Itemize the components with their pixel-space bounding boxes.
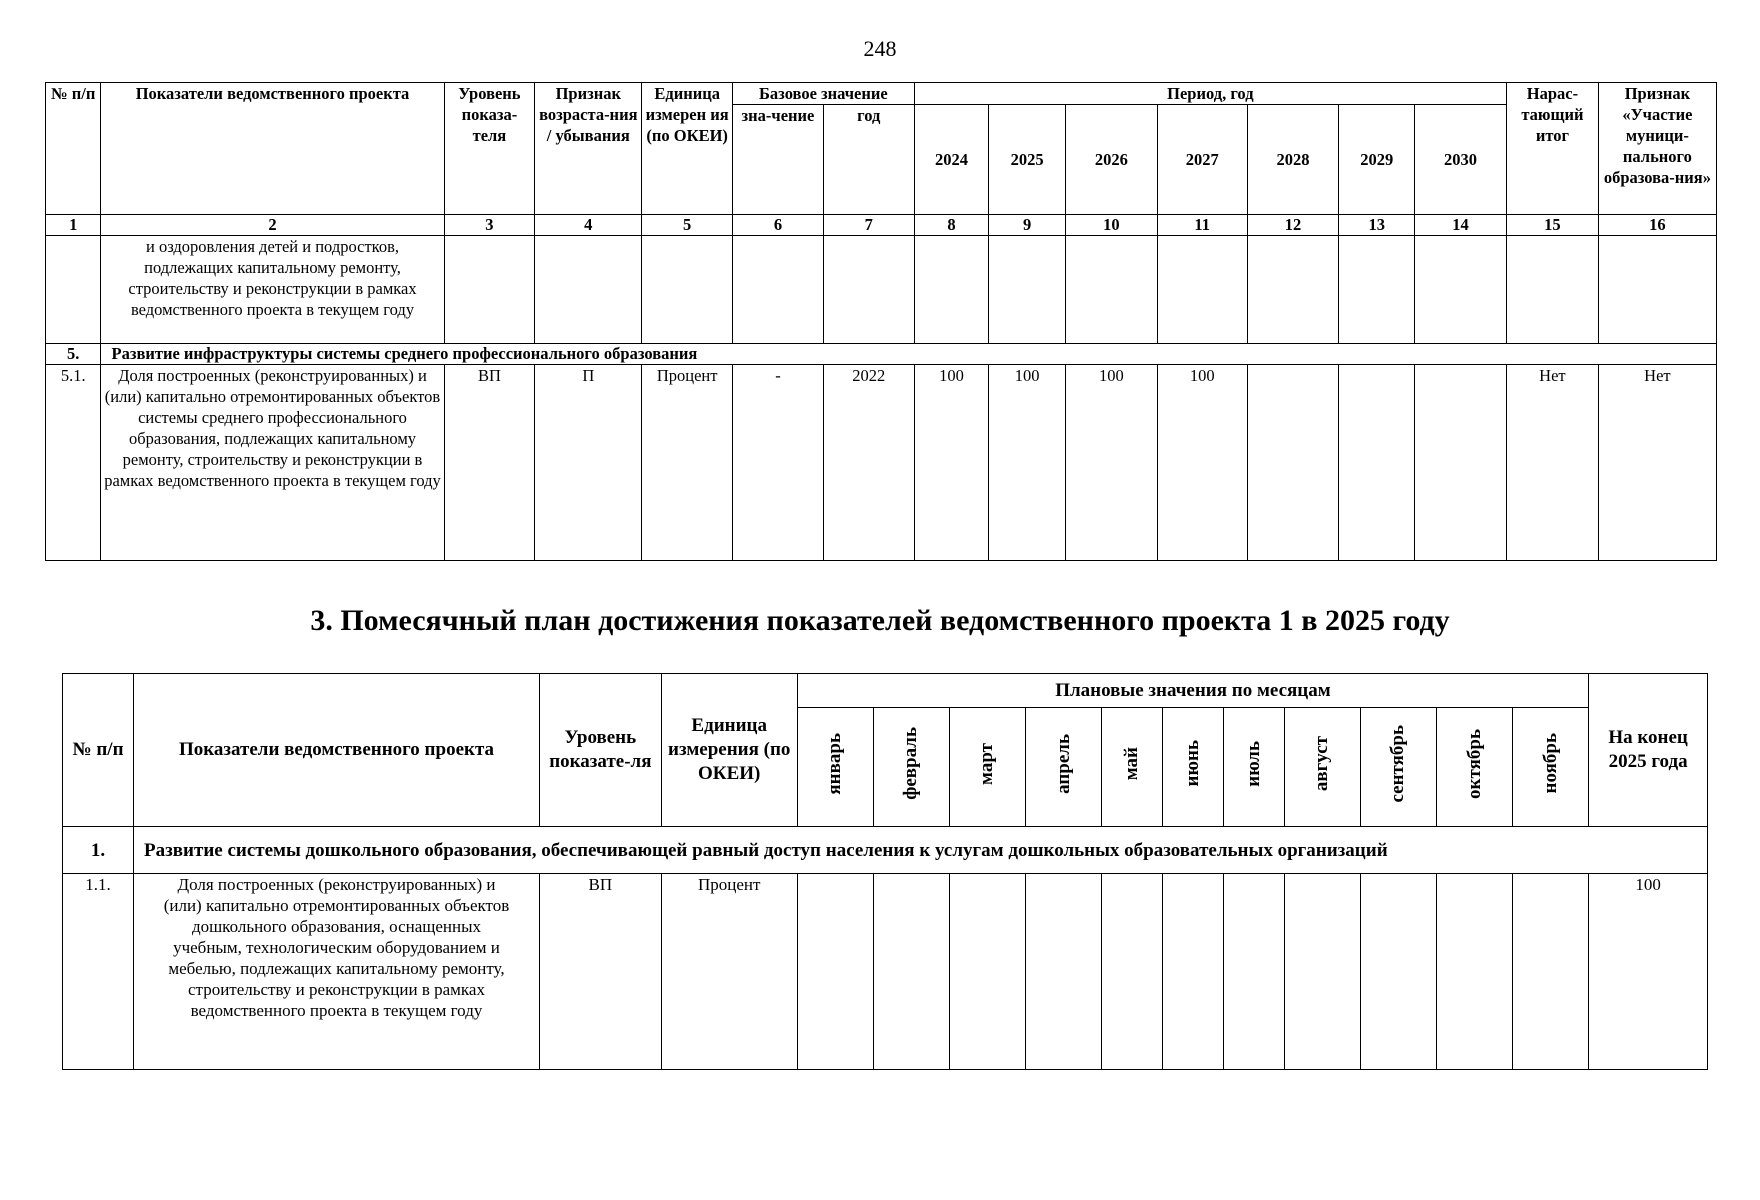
row-indicator: Доля построенных (реконструированных) и (или) капитально отремонтированных объектов дошкольного образования, оснащенных учебным, технологическим оборудованием и мебелью, подлежащих капитальному ремонту, строительству и реконструкции в рамках ведомственного проекта в текущем году — [134, 874, 540, 1070]
column-number: 4 — [535, 215, 642, 236]
row-level: ВП — [444, 365, 535, 561]
header-num: № п/п — [63, 674, 134, 827]
column-number: 3 — [444, 215, 535, 236]
row-month-value — [1026, 874, 1102, 1070]
row-year-value: 100 — [914, 365, 989, 561]
header-month: июль — [1223, 708, 1284, 827]
header-indicator: Показатели ведомственного проекта — [134, 674, 540, 827]
row-num: 5.1. — [46, 365, 101, 561]
monthly-plan-table — [62, 673, 1708, 1070]
row-month-value — [1284, 874, 1360, 1070]
row-num: 1.1. — [63, 874, 134, 1070]
column-number: 10 — [1066, 215, 1158, 236]
section-num: 5. — [46, 344, 101, 365]
row-year-value — [1339, 365, 1415, 561]
header-month: ноябрь — [1513, 708, 1589, 827]
header-year: 2027 — [1157, 105, 1247, 215]
section-title: Развитие системы дошкольного образования, обеспечивающей равный доступ населения к услугам дошкольных образовательных организаций — [134, 827, 1708, 874]
section-heading: 3. Помесячный план достижения показателей ведомственного проекта 1 в 2025 году — [310, 604, 1450, 637]
section-row — [46, 344, 1717, 365]
row-year-value — [1415, 365, 1507, 561]
header-indicator: Показатели ведомственного проекта — [101, 83, 444, 215]
table-row — [46, 365, 1717, 561]
header-base-year: год — [823, 105, 914, 215]
header-municipal: Признак «Участие муници-пального образова-ния» — [1598, 83, 1716, 215]
header-year: 2030 — [1415, 105, 1507, 215]
row-cumulative: Нет — [1507, 365, 1599, 561]
row-indicator: и оздоровления детей и подростков, подлежащих капитальному ремонту, строительству и реконструкции в рамках ведомственного проекта в текущем году — [101, 236, 444, 344]
header-level: Уровень показате-ля — [539, 674, 661, 827]
header-month: сентябрь — [1360, 708, 1436, 827]
header-end-of-year: На конец 2025 года — [1589, 674, 1708, 827]
column-number: 12 — [1247, 215, 1339, 236]
header-year: 2029 — [1339, 105, 1415, 215]
header-cumulative: Нарас-тающий итог — [1507, 83, 1599, 215]
header-month: август — [1284, 708, 1360, 827]
header-year: 2024 — [914, 105, 989, 215]
column-number: 16 — [1598, 215, 1716, 236]
row-year-value: 100 — [989, 365, 1066, 561]
column-number: 13 — [1339, 215, 1415, 236]
row-year-value: 100 — [1157, 365, 1247, 561]
row-month-value — [1436, 874, 1512, 1070]
column-number: 1 — [46, 215, 101, 236]
row-unit: Процент — [642, 365, 733, 561]
row-year-value — [1247, 365, 1339, 561]
row-num — [46, 236, 101, 344]
column-number: 11 — [1157, 215, 1247, 236]
row-month-value — [1513, 874, 1589, 1070]
header-month: январь — [797, 708, 873, 827]
row-base-value: - — [733, 365, 824, 561]
indicators-table — [45, 82, 1717, 561]
header-period: Период, год — [914, 83, 1506, 105]
row-month-value — [797, 874, 873, 1070]
column-number: 2 — [101, 215, 444, 236]
header-month: октябрь — [1436, 708, 1512, 827]
row-month-value — [1102, 874, 1163, 1070]
header-year: 2025 — [989, 105, 1066, 215]
header-level: Уровень показа-теля — [444, 83, 535, 215]
column-number: 14 — [1415, 215, 1507, 236]
header-month: апрель — [1026, 708, 1102, 827]
column-number: 15 — [1507, 215, 1599, 236]
column-number: 6 — [733, 215, 824, 236]
row-indicator: Доля построенных (реконструированных) и (или) капитально отремонтированных объектов системы среднего профессионального образования, подлежащих капитальному ремонту, строительству и реконструкции в рамках ведомственного проекта в текущем году — [101, 365, 444, 561]
row-end-of-year: 100 — [1589, 874, 1708, 1070]
header-year: 2026 — [1066, 105, 1158, 215]
header-months: Плановые значения по месяцам — [797, 674, 1589, 708]
header-month: июнь — [1163, 708, 1224, 827]
section-num: 1. — [63, 827, 134, 874]
row-level: ВП — [539, 874, 661, 1070]
table-row — [46, 236, 1717, 344]
header-month: февраль — [873, 708, 949, 827]
row-municipal: Нет — [1598, 365, 1716, 561]
row-base-year: 2022 — [823, 365, 914, 561]
header-unit: Единица измерен ия (по ОКЕИ) — [642, 83, 733, 215]
column-number: 7 — [823, 215, 914, 236]
section-row — [63, 827, 1708, 874]
column-number: 9 — [989, 215, 1066, 236]
header-month: май — [1102, 708, 1163, 827]
table-row — [63, 874, 1708, 1070]
row-month-value — [1223, 874, 1284, 1070]
section-title: Развитие инфраструктуры системы среднего профессионального образования — [101, 344, 1717, 365]
header-trend: Признак возраста-ния / убывания — [535, 83, 642, 215]
page-number: 248 — [863, 36, 897, 61]
header-year: 2028 — [1247, 105, 1339, 215]
row-unit: Процент — [661, 874, 797, 1070]
row-month-value — [873, 874, 949, 1070]
row-month-value — [1163, 874, 1224, 1070]
row-trend: П — [535, 365, 642, 561]
header-unit: Единица измерения (по ОКЕИ) — [661, 674, 797, 827]
row-month-value — [949, 874, 1025, 1070]
row-month-value — [1360, 874, 1436, 1070]
column-number: 8 — [914, 215, 989, 236]
column-number: 5 — [642, 215, 733, 236]
header-base: Базовое значение — [733, 83, 915, 105]
row-year-value: 100 — [1066, 365, 1158, 561]
header-month: март — [949, 708, 1025, 827]
header-base-value: зна-чение — [733, 105, 824, 215]
header-num: № п/п — [46, 83, 101, 215]
